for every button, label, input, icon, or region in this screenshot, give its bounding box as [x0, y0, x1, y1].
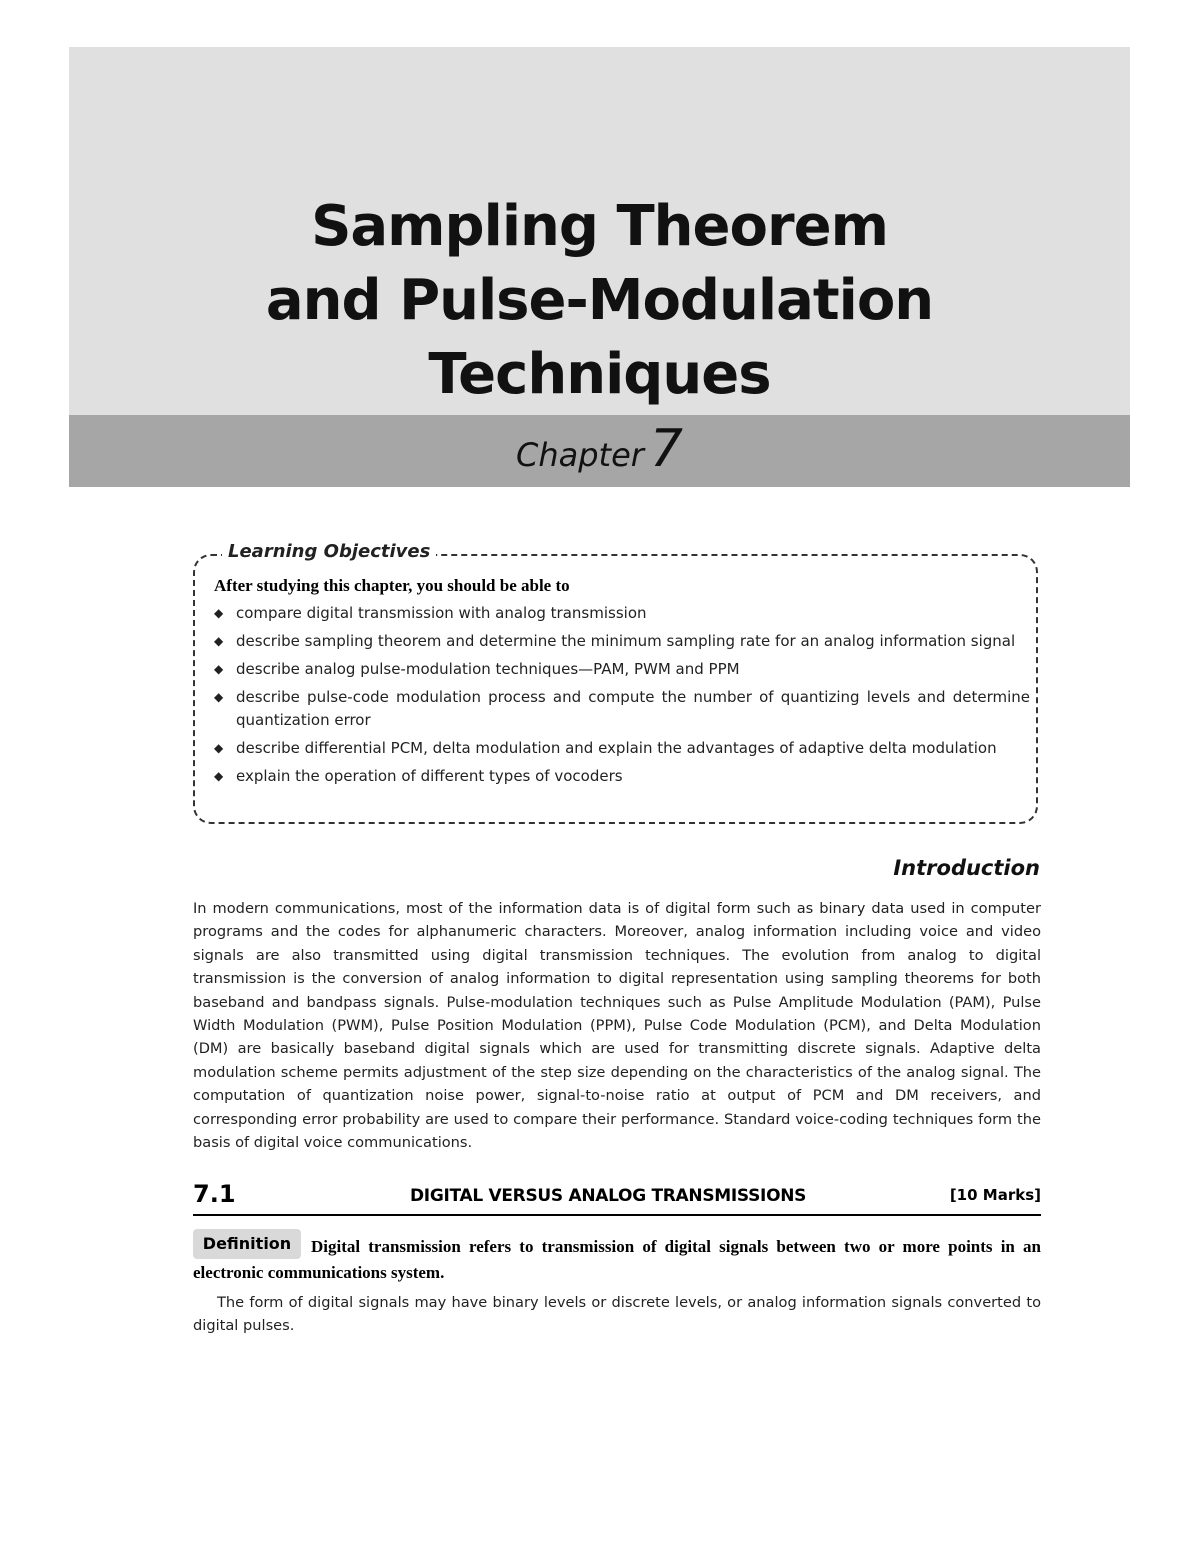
- definition-text: Digital transmission refers to transmission of digital signals between two or more points in an electronic communications system.: [193, 1237, 1041, 1282]
- objective-item: ◆ describe differential PCM, delta modulation and explain the advantages of adaptive delta modulation: [214, 737, 1030, 760]
- chapter-title-line: Sampling Theorem: [311, 194, 888, 259]
- chapter-title-line: Techniques: [428, 342, 771, 407]
- learning-objectives-list: [214, 602, 1030, 793]
- chapter-title: [69, 190, 1130, 412]
- definition-tag: Definition: [193, 1229, 301, 1259]
- chapter-word: Chapter: [515, 436, 644, 474]
- introduction-heading: Introduction: [893, 856, 1040, 880]
- objective-item: ◆ describe pulse-code modulation process and compute the number of quantizing levels and determine quantization error: [214, 686, 1030, 732]
- section-number: 7.1: [193, 1180, 236, 1208]
- chapter-label: [69, 419, 1130, 479]
- section-title: DIGITAL VERSUS ANALOG TRANSMISSIONS: [410, 1186, 807, 1206]
- chapter-title-line: and Pulse-Modulation: [265, 268, 934, 333]
- body-paragraph: The form of digital signals may have binary levels or discrete levels, or analog information signals converted to digital pulses.: [193, 1294, 1041, 1335]
- learning-objectives-heading: Learning Objectives: [222, 541, 436, 562]
- chapter-number-band: [69, 415, 1130, 487]
- section-marks: [10 Marks]: [949, 1186, 1041, 1204]
- chapter-number: 7: [649, 419, 684, 479]
- objective-item: ◆ compare digital transmission with analog transmission: [214, 602, 1030, 625]
- learning-objectives-intro: After studying this chapter, you should be able to: [214, 576, 570, 595]
- introduction-paragraph: In modern communications, most of the information data is of digital form such as binary data used in computer programs and the codes for alphanumeric characters. Moreover, analog information including voice and video signals are also transmitted using digital transmission techniques. The evolution from analog to digital transmission is the conversion of analog information to digital representation using sampling theorems for both baseband and bandpass signals. Pulse-modulation techniques such as Pulse Amplitude Modulation (PAM), Pulse Width Modulation (PWM), Pulse Position Modulation (PPM), Pulse Code Modulation (PCM), and Delta Modulation (DM) are basically baseband digital signals which are used for transmitting discrete signals. Adaptive delta modulation scheme permits adjustment of the step size depending on the characteristics of the analog signal. The computation of quantization noise power, signal-to-noise ratio at output of PCM and DM receivers, and corresponding error probability are used to compare their performance. Standard voice-coding techniques form the basis of digital voice communications.: [193, 900, 1041, 1152]
- objective-item: ◆ describe sampling theorem and determine the minimum sampling rate for an analog information signal: [214, 630, 1030, 653]
- section-heading-row: [193, 1180, 1041, 1216]
- objective-item: ◆ explain the operation of different types of vocoders: [214, 765, 1030, 788]
- objective-item: ◆ describe analog pulse-modulation techniques—PAM, PWM and PPM: [214, 658, 1030, 681]
